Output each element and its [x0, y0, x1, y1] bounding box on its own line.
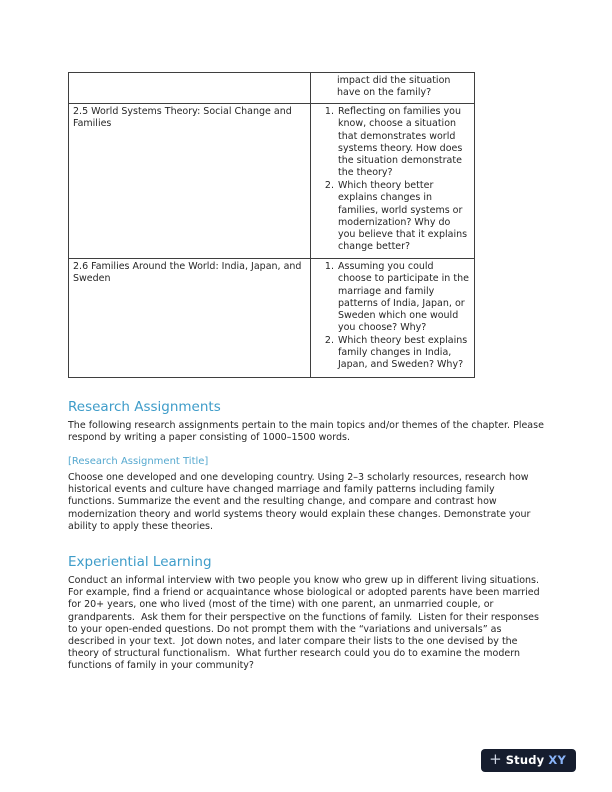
topic-cell-empty [69, 73, 311, 104]
question-list [315, 106, 470, 253]
topics-table [68, 72, 475, 378]
topic-cell [69, 104, 311, 259]
questions-cell [311, 73, 475, 104]
question-item: 2. Which theory best explains family changes in India, Japan, and Sweden? Why? [337, 335, 470, 371]
research-assignment-title: [Research Assignment Title] [68, 456, 209, 468]
plus-icon: + [489, 750, 502, 768]
questions-cell [311, 259, 475, 377]
question-item: 2. Which theory better explains changes in families, world systems or modernization? Why do you believe that it explains change better? [337, 180, 470, 253]
table-row-2-5 [69, 104, 475, 259]
section-heading-experiential-learning: Experiential Learning [68, 553, 212, 570]
table-row-continuation [69, 73, 475, 104]
logo-text-secondary: XY [548, 752, 566, 767]
section-heading-research-assignments: Research Assignments [68, 398, 221, 415]
studyxy-logo [481, 749, 576, 772]
topic-cell [69, 259, 311, 377]
research-assignments-intro-text: The following research assignments pertain to the main topics and/or themes of the chapter. Please respond by writing a paper consisting of 1000–1500 words. [68, 419, 547, 443]
questions-cell [311, 104, 475, 259]
experiential-learning-body-text: Conduct an informal interview with two people you know who grew up in different living situations. For example, find a friend or acquaintance whose biological or adopted parents have been married for 20+ years, one who lived (most of the time) with one parent, an unmarried couple, or grandparents. Ask them for their perspective on the functions of family. Listen for their responses to your open-ended questions. Do not prompt them with the “variations and universals” as described in your text. Jot down notes, and later compare their lists to the one devised by the theory of structural functionalism. What further research could you do to examine the modern functions of family in your community? [68, 575, 546, 672]
research-assignment-body-text: Choose one developed and one developing country. Using 2–3 scholarly resources, research how historical events and culture have changed marriage and family patterns including family functions. Summarize the event and the resulting change, and compare and contrast how modernization theory and world systems theory would explain these changes. Demonstrate your ability to apply these theories. [68, 472, 534, 532]
page-content [68, 72, 547, 674]
table-row-2-6 [69, 259, 475, 377]
question-item: 1. Reflecting on families you know, choose a situation that demonstrates world systems theory. How does the situation demonstrate the theory? [337, 106, 470, 179]
topic-text: 2.5 World Systems Theory: Social Change and Families [73, 106, 292, 130]
topic-text: 2.6 Families Around the World: India, Japan, and Sweden [73, 261, 302, 285]
question-continuation-text: impact did the situation have on the family? [337, 75, 451, 99]
logo-text-primary: Study [505, 752, 545, 767]
question-item: 1. Assuming you could choose to participate in the marriage and family patterns of India, Japan, or Sweden which one would you choose? Why? [337, 261, 470, 334]
question-list [315, 261, 470, 371]
